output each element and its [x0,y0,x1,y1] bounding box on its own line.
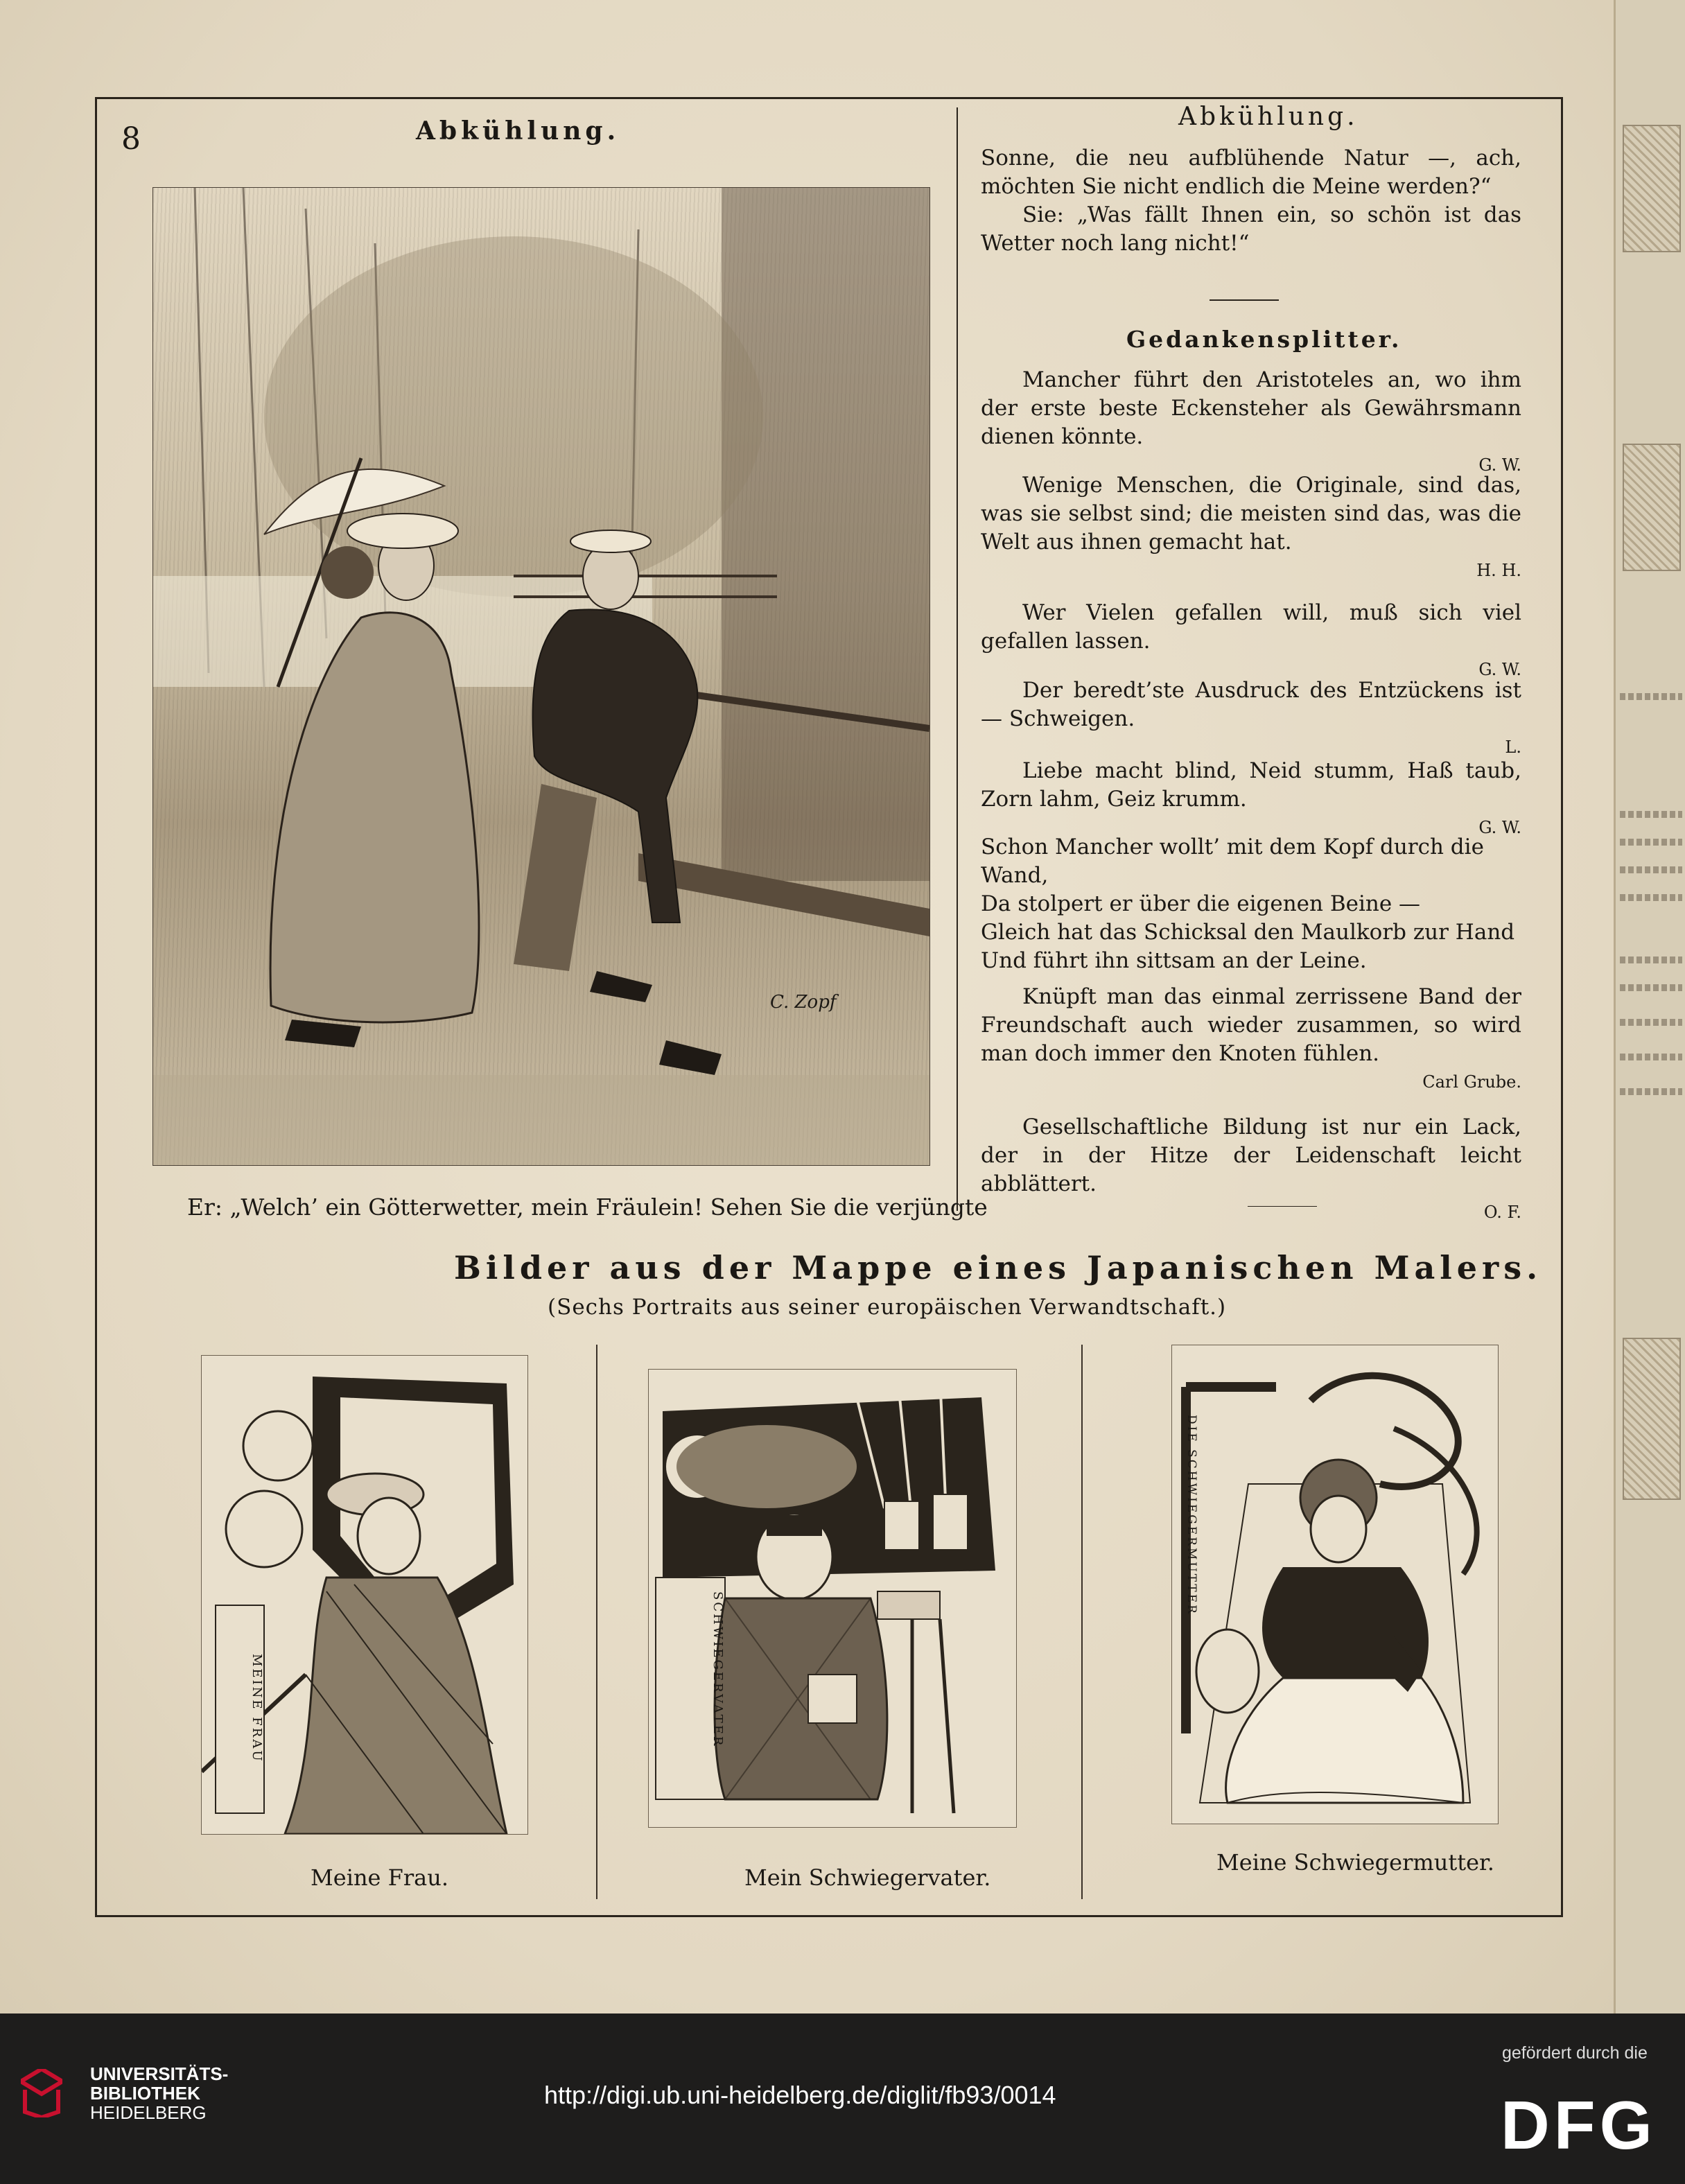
aphorism-5: Liebe macht blind, Neid stumm, Haß taub, Zorn lahm, Geiz krumm. G. W. [981,758,1521,837]
portrait-label-schwiegervater: SCHWIEGERVATER [710,1591,725,1748]
section-title: Bilder aus der Mappe eines Japanischen Malers. [454,1249,1543,1286]
portrait-mein-schwiegervater [648,1369,1017,1828]
portrait-separator [596,1345,597,1899]
university-library-logo-icon [21,2069,62,2117]
aphorism-1: Mancher führt den Aristoteles an, wo ihm der erste beste Eckensteher als Gewährsmann dienen könnte. G. W. [981,367,1521,475]
dfg-logo: DFG [1501,2087,1657,2163]
dialogue-continuation: Sonne, die neu aufblühende Natur —, ach, möchten Sie nicht endlich die Meine werden?“ Sie: „Was fällt Ihnen ein, so schön ist das Wetter noch lang nicht!“ [981,146,1521,256]
portrait-meine-schwiegermutter [1171,1345,1499,1824]
column-divider [957,107,958,1211]
aphorism-2: Wenige Menschen, die Originale, sind das, was sie selbst sind; die meisten sind das, was die Welt aus ihnen gemacht hat. H. H. [981,473,1521,580]
engraving-couple-on-bench [152,187,930,1166]
page-number: 8 [121,121,141,157]
portrait-caption-mein-schwiegervater: Mein Schwiegervater. [744,1864,991,1891]
document-url-link[interactable]: http://digi.ub.uni-heidelberg.de/diglit/fb93/0014 [544,2081,1056,2109]
portrait-label-meine-frau: MEINE FRAU [250,1654,264,1763]
aphorism-4: Der beredt’ste Ausdruck des Entzückens ist — Schweigen. L. [981,678,1521,757]
divider-rule [1210,299,1279,301]
portrait-separator [1081,1345,1083,1899]
illustration-caption: Er: „Welch’ ein Götterwetter, mein Fräulein! Sehen Sie die verjüngte [187,1194,988,1221]
aphorism-friendship: Knüpft man das einmal zerrissene Band der Freundschaft auch wieder zusammen, so wird man doch immer den Knoten fühlen. Carl Grube. [981,984,1521,1092]
illustration-title: Abkühlung. [416,116,620,146]
funding-note: gefördert durch die [1502,2043,1648,2063]
column-title: Abkühlung. [1178,103,1359,131]
university-library-name: UNIVERSITÄTS- BIBLIOTHEK HEIDELBERG [90,2063,229,2123]
portrait-label-schwiegermutter: DIE SCHWIEGERMUTTER [1185,1415,1198,1616]
portrait-caption-meine-schwiegermutter: Meine Schwiegermutter. [1216,1849,1494,1876]
section-subtitle-gedankensplitter: Gedankensplitter. [1126,326,1402,353]
portrait-meine-frau [201,1355,528,1835]
adjacent-page-edge [1614,0,1685,2013]
portrait-caption-meine-frau: Meine Frau. [311,1864,449,1891]
poem: Schon Mancher wollt’ mit dem Kopf durch die Wand, Da stolpert er über die eigenen Beine — Gleich hat das Schicksal den Maulkorb zur Hand Und führt ihn sittsam an der Leine. [981,835,1515,973]
section-subtitle: (Sechs Portraits aus seiner europäischen Verwandtschaft.) [548,1295,1227,1320]
artist-signature: C. Zopf [770,992,837,1013]
aphorism-3: Wer Vielen gefallen will, muß sich viel gefallen lassen. G. W. [981,600,1521,679]
divider-rule [1248,1206,1317,1207]
aphorism-education: Gesellschaftliche Bildung ist nur ein Lack, der in der Hitze der Leidenschaft leicht abblättert. O. F. [981,1115,1521,1222]
